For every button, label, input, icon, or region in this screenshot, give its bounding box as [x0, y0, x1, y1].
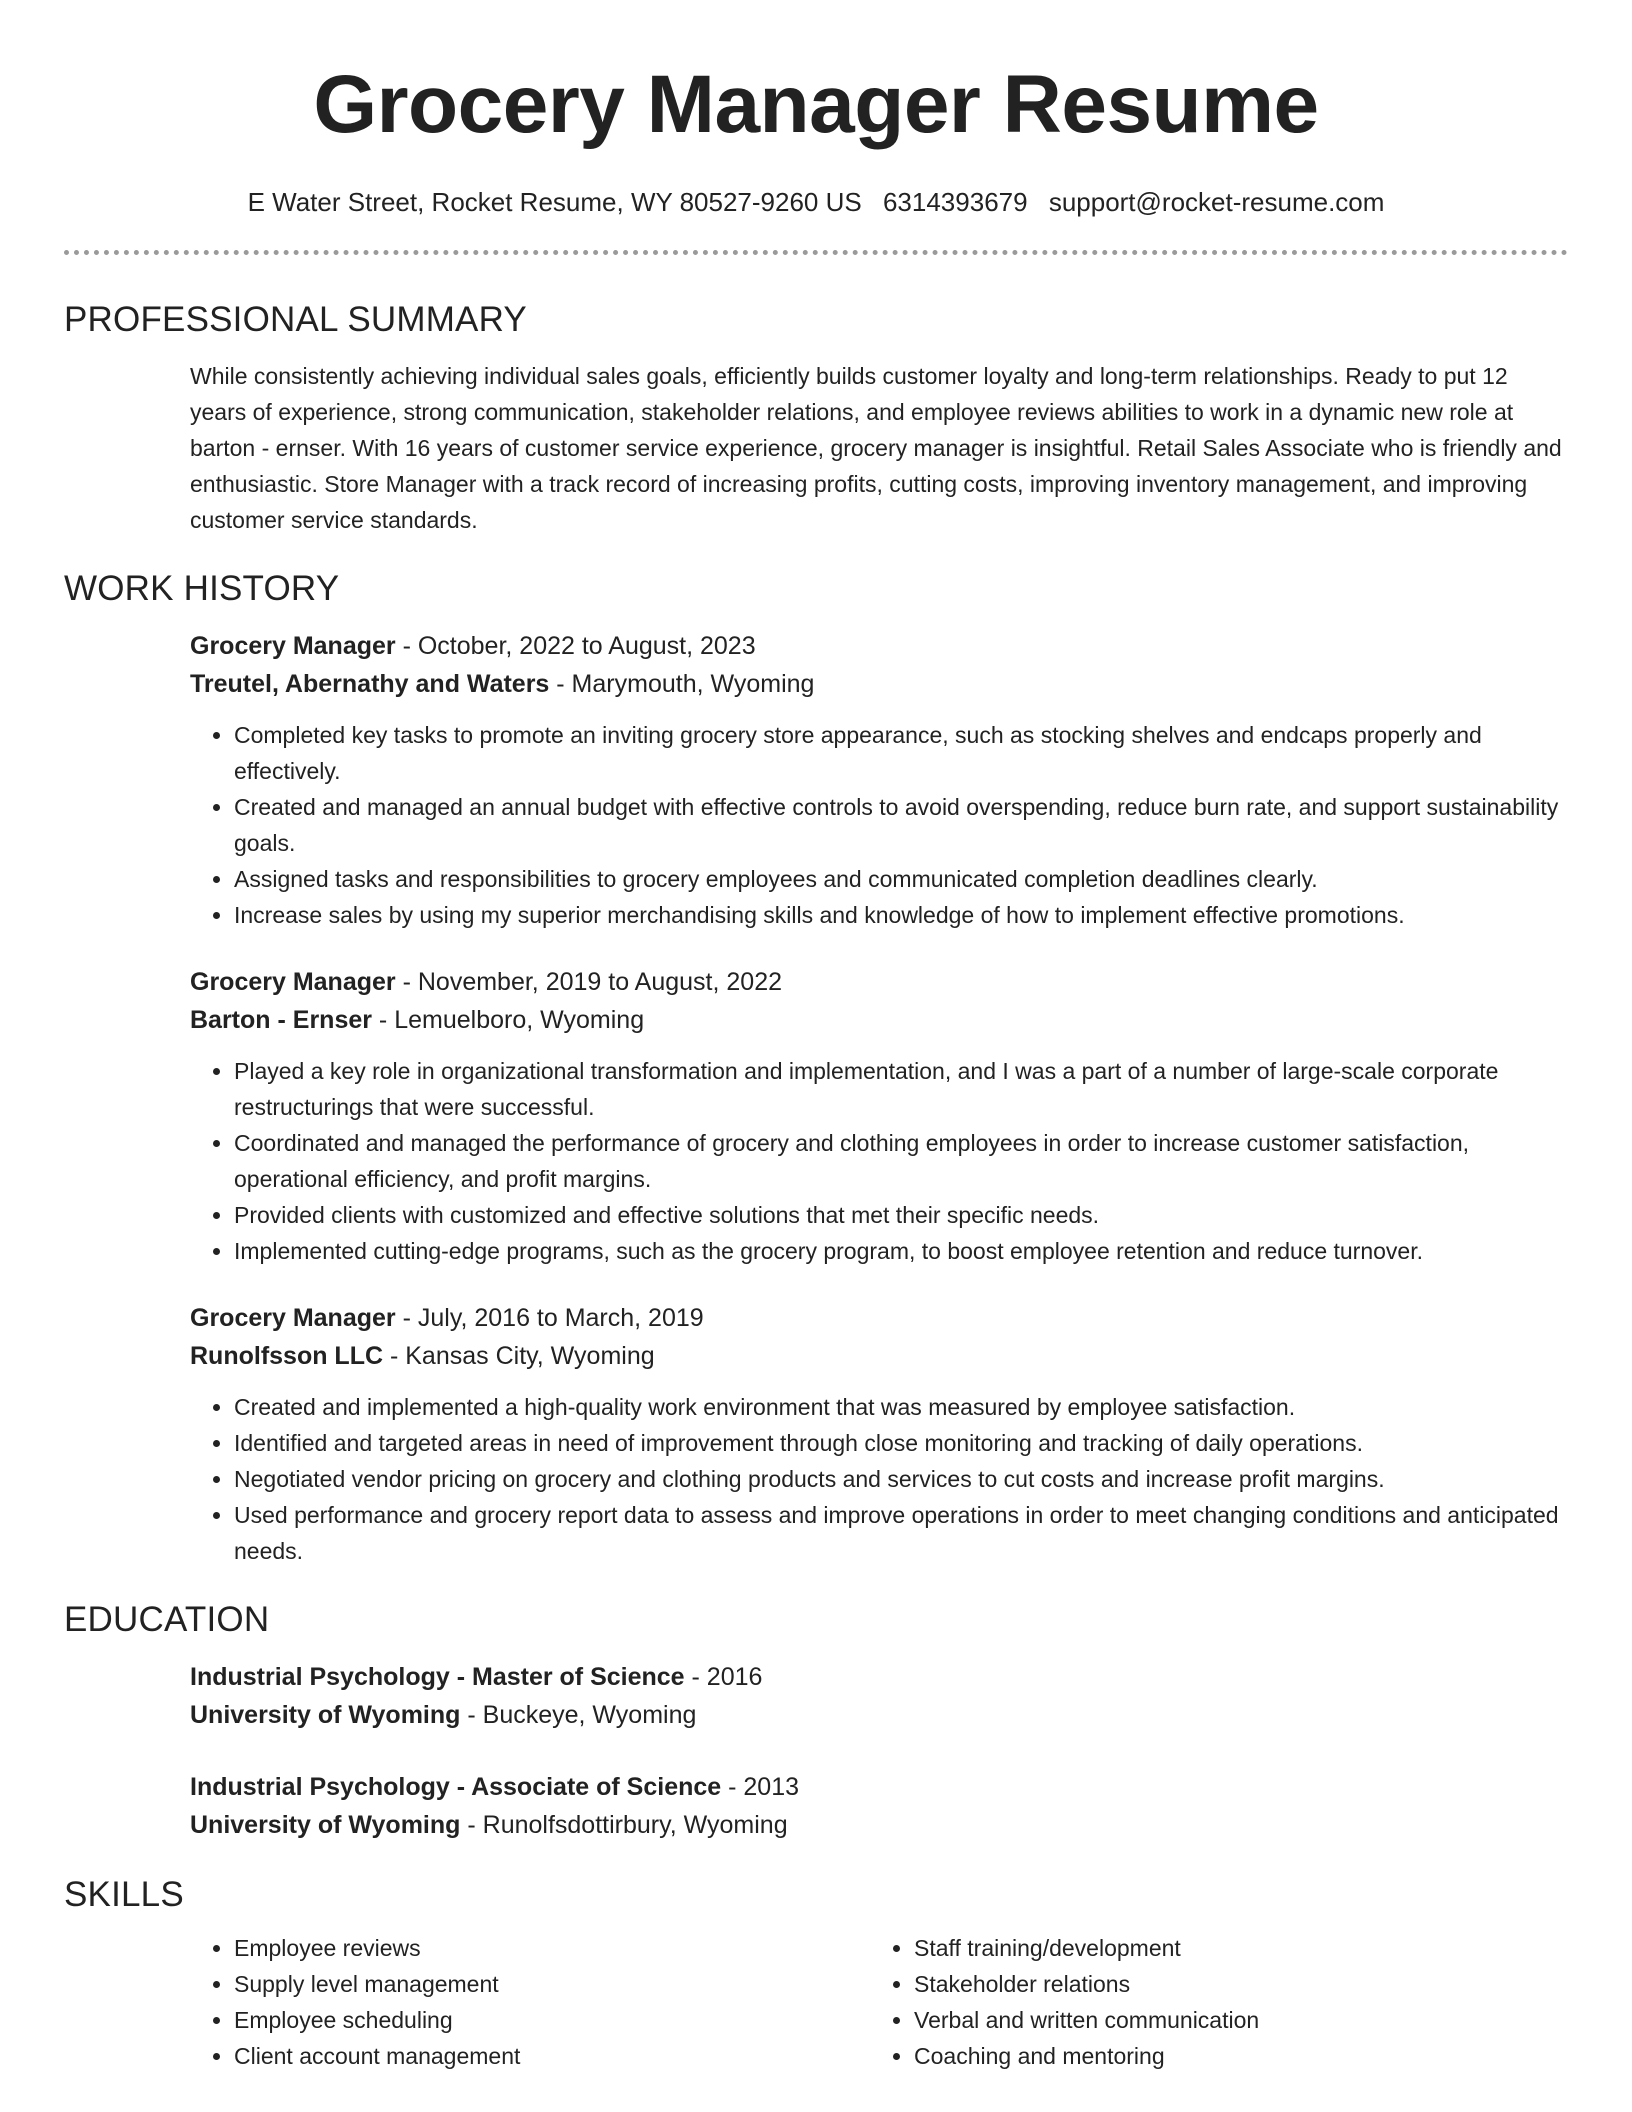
job-bullet: • Created and managed an annual budget with effective controls to avoid overspending, reduce burn rate, and support sustainability goals. — [234, 789, 1568, 861]
education-school: University of Wyoming — [190, 1701, 461, 1729]
contact-email: support@rocket-resume.com — [1048, 187, 1385, 217]
job-company: Barton - Ernser — [190, 1006, 372, 1034]
job-title: Grocery Manager — [190, 632, 396, 660]
job-bullet: • Played a key role in organizational transformation and implementation, and I was a part of a number of large-scale corporate restructurings that were successful. — [234, 1053, 1568, 1125]
header-divider — [64, 250, 1568, 255]
work-history-heading: WORK HISTORY — [64, 569, 340, 608]
skills-list-left — [190, 1930, 870, 2074]
job-title-line — [190, 1299, 1568, 1337]
skill-item: • Staff training/development — [914, 1930, 1550, 1966]
job-bullets — [190, 1053, 1568, 1269]
job-bullets — [190, 1389, 1568, 1569]
skills-grid — [190, 1930, 1568, 2074]
job-title-line — [190, 963, 1568, 1001]
education-heading: EDUCATION — [64, 1600, 270, 1639]
job-location: - Kansas City, Wyoming — [383, 1342, 655, 1370]
skill-item: • Employee scheduling — [234, 2002, 870, 2038]
education-degree: Industrial Psychology - Associate of Science — [190, 1773, 722, 1801]
education-school-line — [190, 1696, 1568, 1734]
job-entry — [190, 627, 1568, 933]
job-location: - Lemuelboro, Wyoming — [371, 1006, 645, 1034]
education-degree: Industrial Psychology - Master of Science — [190, 1663, 685, 1691]
job-dates: - July, 2016 to March, 2019 — [395, 1304, 704, 1332]
resume-title: Grocery Manager Resume — [313, 59, 1319, 150]
education-location: - Buckeye, Wyoming — [460, 1701, 697, 1729]
contact-address: E Water Street, Rocket Resume, WY 80527-9260 US — [247, 187, 862, 217]
job-dates: - October, 2022 to August, 2023 — [395, 632, 756, 660]
summary-text: While consistently achieving individual sales goals, efficiently builds customer loyalty and long-term relationships. Ready to put 12 years of experience, strong communication, stakeholder relations, and employee reviews abilities to work in a dynamic new role at barton - ernser. With 16 years of customer service experience, grocery manager is insightful. Retail Sales Associate who is friendly and enthusiastic. Store Manager with a track record of increasing profits, cutting costs, improving inventory management, and improving customer service standards. — [190, 363, 1562, 533]
skill-item: • Coaching and mentoring — [914, 2038, 1550, 2074]
skill-item: • Employee reviews — [234, 1930, 870, 1966]
job-bullet: • Assigned tasks and responsibilities to grocery employees and communicated completion deadlines clearly. — [234, 861, 1568, 897]
job-entry — [190, 1299, 1568, 1569]
job-bullet: • Coordinated and managed the performance of grocery and clothing employees in order to increase customer satisfaction, operational efficiency, and profit margins. — [234, 1125, 1568, 1197]
job-dates: - November, 2019 to August, 2022 — [395, 968, 783, 996]
job-location: - Marymouth, Wyoming — [549, 670, 815, 698]
education-location: - Runolfsdottirbury, Wyoming — [460, 1811, 788, 1839]
job-company-line — [190, 1337, 1568, 1375]
education-degree-line — [190, 1768, 1568, 1806]
job-title: Grocery Manager — [190, 968, 396, 996]
job-company-line — [190, 665, 1568, 703]
education-entry — [190, 1658, 1568, 1734]
skills-column-left — [190, 1930, 870, 2074]
job-company: Runolfsson LLC — [190, 1342, 384, 1370]
job-title: Grocery Manager — [190, 1304, 396, 1332]
job-bullet: • Created and implemented a high-quality work environment that was measured by employee satisfaction. — [234, 1389, 1568, 1425]
education-school-line — [190, 1806, 1568, 1844]
skill-item: • Client account management — [234, 2038, 870, 2074]
job-bullet: • Increase sales by using my superior merchandising skills and knowledge of how to implement effective promotions. — [234, 897, 1568, 933]
education-year: - 2013 — [721, 1773, 800, 1801]
summary-heading: PROFESSIONAL SUMMARY — [64, 300, 527, 339]
education-entry — [190, 1768, 1568, 1844]
job-bullet: • Negotiated vendor pricing on grocery and clothing products and services to cut costs and increase profit margins. — [234, 1461, 1568, 1497]
job-company: Treutel, Abernathy and Waters — [190, 670, 550, 698]
skills-column-right — [870, 1930, 1550, 2074]
skills-list-right — [870, 1930, 1550, 2074]
job-bullet: • Used performance and grocery report data to assess and improve operations in order to meet changing conditions and anticipated needs. — [234, 1497, 1568, 1569]
job-bullets — [190, 717, 1568, 933]
job-bullet: • Completed key tasks to promote an inviting grocery store appearance, such as stocking shelves and endcaps properly and effectively. — [234, 717, 1568, 789]
skill-item: • Supply level management — [234, 1966, 870, 2002]
contact-phone: 6314393679 — [882, 187, 1028, 217]
skill-item: • Verbal and written communication — [914, 2002, 1550, 2038]
job-company-line — [190, 1001, 1568, 1039]
contact-line — [64, 186, 1568, 218]
job-title-line — [190, 627, 1568, 665]
job-bullet: • Implemented cutting-edge programs, such as the grocery program, to boost employee retention and reduce turnover. — [234, 1233, 1568, 1269]
education-degree-line — [190, 1658, 1568, 1696]
skill-item: • Stakeholder relations — [914, 1966, 1550, 2002]
job-entry — [190, 963, 1568, 1269]
skills-heading: SKILLS — [64, 1875, 184, 1914]
job-bullet: • Identified and targeted areas in need of improvement through close monitoring and tracking of daily operations. — [234, 1425, 1568, 1461]
education-school: University of Wyoming — [190, 1811, 461, 1839]
education-year: - 2016 — [684, 1663, 763, 1691]
job-bullet: • Provided clients with customized and effective solutions that met their specific needs. — [234, 1197, 1568, 1233]
